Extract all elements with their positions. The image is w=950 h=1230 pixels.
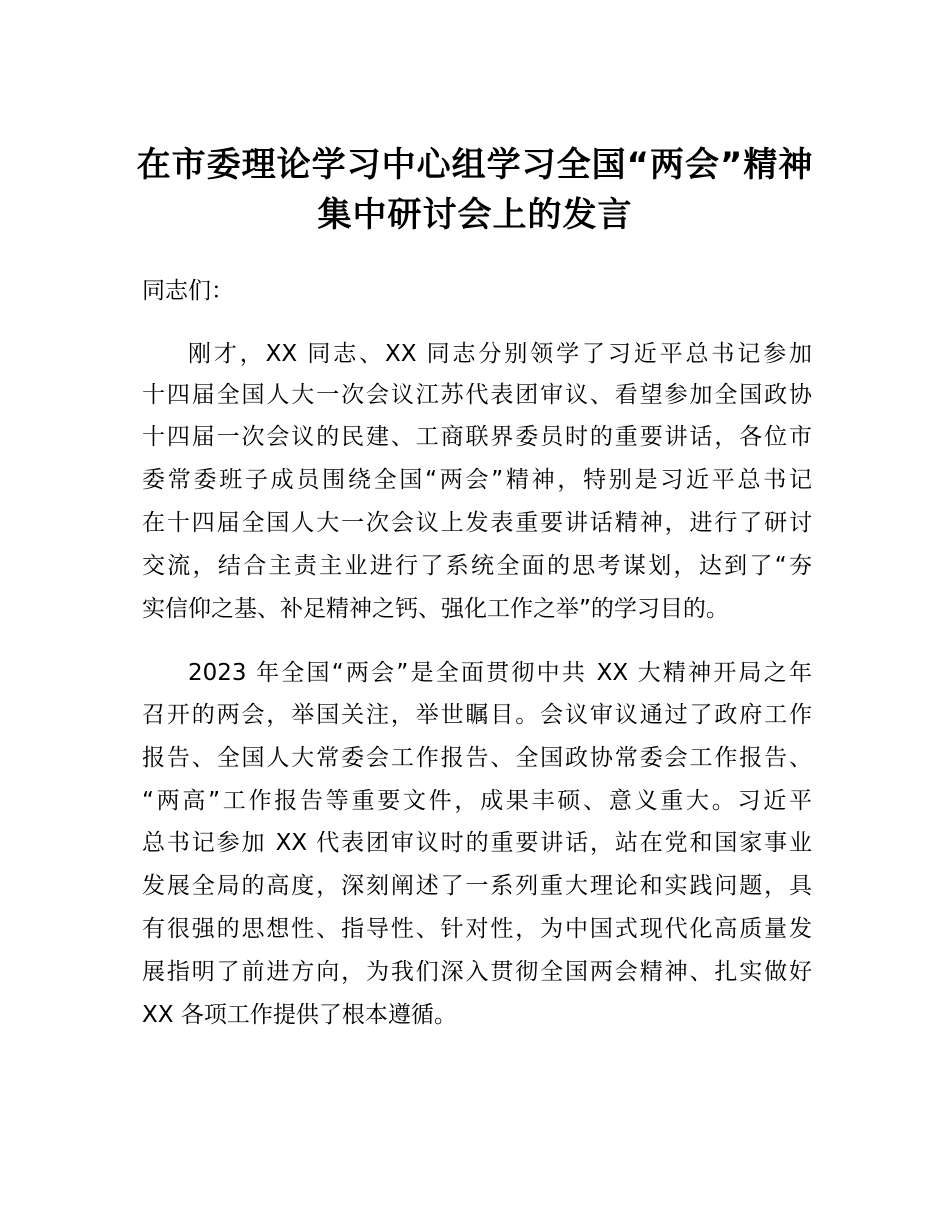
paragraph-line: 实信仰之基、补足精神之钙、强化工作之举”的学习目的。 [142, 596, 729, 622]
paragraph-line: 交流，结合主责主业进行了系统全面的思考谋划，达到了“夯 [142, 553, 812, 579]
paragraph-line: 在十四届全国人大一次会议上发表重要讲话精神，进行了研讨 [142, 510, 812, 536]
paragraph-line: XX 各项工作提供了根本遵循。 [142, 1002, 457, 1028]
paragraph-line: “两高”工作报告等重要文件，成果丰硕、意义重大。习近平 [142, 788, 812, 814]
paragraph-line: 报告、全国人大常委会工作报告、全国政协常委会工作报告、 [142, 745, 812, 771]
paragraph-line: 十四届全国人大一次会议江苏代表团审议、看望参加全国政协 [142, 382, 812, 408]
document-title-line-1: 在市委理论学习中心组学习全国“两会”精神 [136, 145, 814, 185]
paragraph-line: 总书记参加 XX 代表团审议时的重要讲话，站在党和国家事业 [142, 830, 812, 856]
paragraph-line: 有很强的思想性、指导性、针对性，为中国式现代化高质量发 [142, 916, 812, 942]
paragraph-line: 召开的两会，举国关注，举世瞩目。会议审议通过了政府工作 [142, 702, 812, 728]
paragraph-line: 2023 年全国“两会”是全面贯彻中共 XX 大精神开局之年 [188, 660, 812, 686]
paragraph-line: 委常委班子成员围绕全国“两会”精神，特别是习近平总书记 [142, 467, 812, 493]
paragraph-line: 发展全局的高度，深刻阐述了一系列重大理论和实践问题，具 [142, 873, 812, 899]
paragraph-line: 刚才，XX 同志、XX 同志分别领学了习近平总书记参加 [188, 341, 812, 367]
document-title-line-2: 集中研讨会上的发言 [317, 195, 633, 235]
paragraph-line: 展指明了前进方向，为我们深入贯彻全国两会精神、扎实做好 [142, 959, 812, 985]
paragraph-line: 十四届一次会议的民建、工商联界委员时的重要讲话，各位市 [142, 424, 812, 450]
salutation: 同志们： [142, 278, 234, 304]
